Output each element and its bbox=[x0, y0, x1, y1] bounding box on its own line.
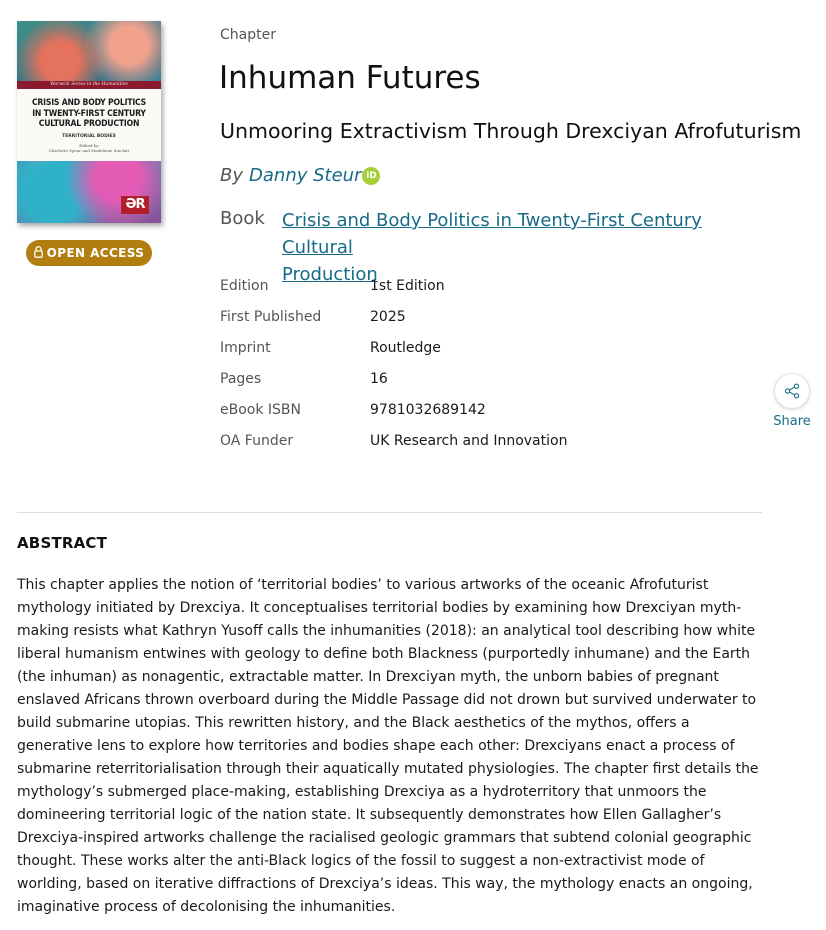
share-icon[interactable] bbox=[774, 373, 810, 409]
book-cover[interactable] bbox=[17, 21, 161, 223]
share-label[interactable]: Share bbox=[773, 414, 811, 429]
lock-icon bbox=[34, 246, 43, 261]
page-title: Inhuman Futures bbox=[219, 60, 481, 96]
metadata-row bbox=[220, 340, 567, 371]
metadata-key: OA Funder bbox=[220, 433, 294, 449]
page-subtitle: Unmooring Extractivism Through Drexciyan Afrofuturism bbox=[220, 119, 802, 143]
cover-title-panel bbox=[17, 89, 161, 161]
book-link[interactable] bbox=[282, 207, 777, 288]
cover-title bbox=[17, 98, 161, 130]
metadata-row bbox=[220, 433, 567, 464]
cover-editor-names: Charlotte Spear and Madeleine Sinclair bbox=[48, 147, 130, 153]
book-label: Book bbox=[220, 208, 265, 229]
metadata-key: Pages bbox=[220, 371, 262, 387]
cover-edited-by: Edited by bbox=[79, 142, 99, 148]
content-type-label: Chapter bbox=[220, 27, 276, 43]
metadata-row bbox=[220, 371, 567, 402]
cover-editors bbox=[17, 143, 161, 153]
book-link-line[interactable]: Production bbox=[282, 264, 378, 285]
cover-title-line: CULTURAL PRODUCTION bbox=[38, 119, 140, 129]
metadata-row bbox=[220, 278, 567, 309]
metadata-key: eBook ISBN bbox=[220, 402, 301, 418]
metadata-key: First Published bbox=[220, 309, 322, 325]
open-access-badge bbox=[26, 240, 152, 266]
metadata-key: Imprint bbox=[220, 340, 271, 356]
byline bbox=[220, 165, 380, 186]
metadata-table bbox=[220, 278, 567, 464]
metadata-value: 9781032689142 bbox=[370, 402, 486, 418]
metadata-key: Edition bbox=[220, 278, 269, 294]
section-divider bbox=[17, 512, 762, 513]
metadata-value: 16 bbox=[370, 371, 388, 387]
metadata-value: 1st Edition bbox=[370, 278, 445, 294]
cover-series: Warwick Series in the Humanities bbox=[50, 82, 128, 87]
abstract-text: This chapter applies the notion of ‘territorial bodies’ to various artworks of the oceanic Afrofuturist mythology initiated by Drexciya. It conceptualises territorial bodies by examining how Drexciyan myth-making resists what Kathryn Yusoff calls the inhumanities (2018): an analytical tool describing how white liberal humanism entwines with geology to define both Blackness (purportedly inhumane) and the Earth (the inhuman) as nonagentic, extractable matter. In Drexciyan myth, the unborn babies of pregnant enslaved Africans thrown overboard during the Middle Passage did not drown but survived underwater to build submarine utopias. This rewritten history, and the Black aesthetics of the mythos, offers a generative lens to explore how territories and bodies shape each other: Drexciyans enact a process of submarine reterritorialisation through their aquatically mutated physiologies. The chapter first details the mythology’s submerged place-making, establishing Drexciya as a hydroterritory that unmoors the domineering territorial logic of the nation state. It subsequently demonstrates how Ellen Gallagher’s Drexciya-inspired artworks challenge the racialised geologic grammars that subtend colonial geographic thought. These works alter the anti-Black logics of the fossil to suggest a non-extractivist mode of worlding, based on iterative diffractions of Drexciya’s ideas. This way, the mythology enacts an ongoing, imaginative process of decolonising the inhumanities. bbox=[17, 577, 759, 915]
orcid-icon[interactable]: iD bbox=[362, 167, 380, 185]
byline-prefix: By bbox=[220, 165, 244, 186]
metadata-value: 2025 bbox=[370, 309, 406, 325]
cover-subtitle: TERRITORIAL BODIES bbox=[62, 133, 116, 139]
publisher-logo: ƏR bbox=[121, 196, 149, 214]
share-button[interactable] bbox=[774, 373, 810, 429]
book-link-line[interactable]: Crisis and Body Politics in Twenty-First Century Cultural bbox=[282, 210, 702, 258]
abstract-heading: ABSTRACT bbox=[17, 534, 108, 552]
metadata-value: Routledge bbox=[370, 340, 441, 356]
book-row bbox=[220, 208, 780, 288]
metadata-row bbox=[220, 309, 567, 340]
author-link[interactable]: Danny Steur bbox=[249, 165, 362, 186]
cover-title-line: IN TWENTY-FIRST CENTURY bbox=[32, 108, 146, 119]
cover-title-line: CRISIS AND BODY POLITICS bbox=[31, 98, 147, 108]
open-access-label: OPEN ACCESS bbox=[46, 246, 145, 260]
metadata-row bbox=[220, 402, 567, 433]
metadata-value: UK Research and Innovation bbox=[370, 433, 568, 449]
